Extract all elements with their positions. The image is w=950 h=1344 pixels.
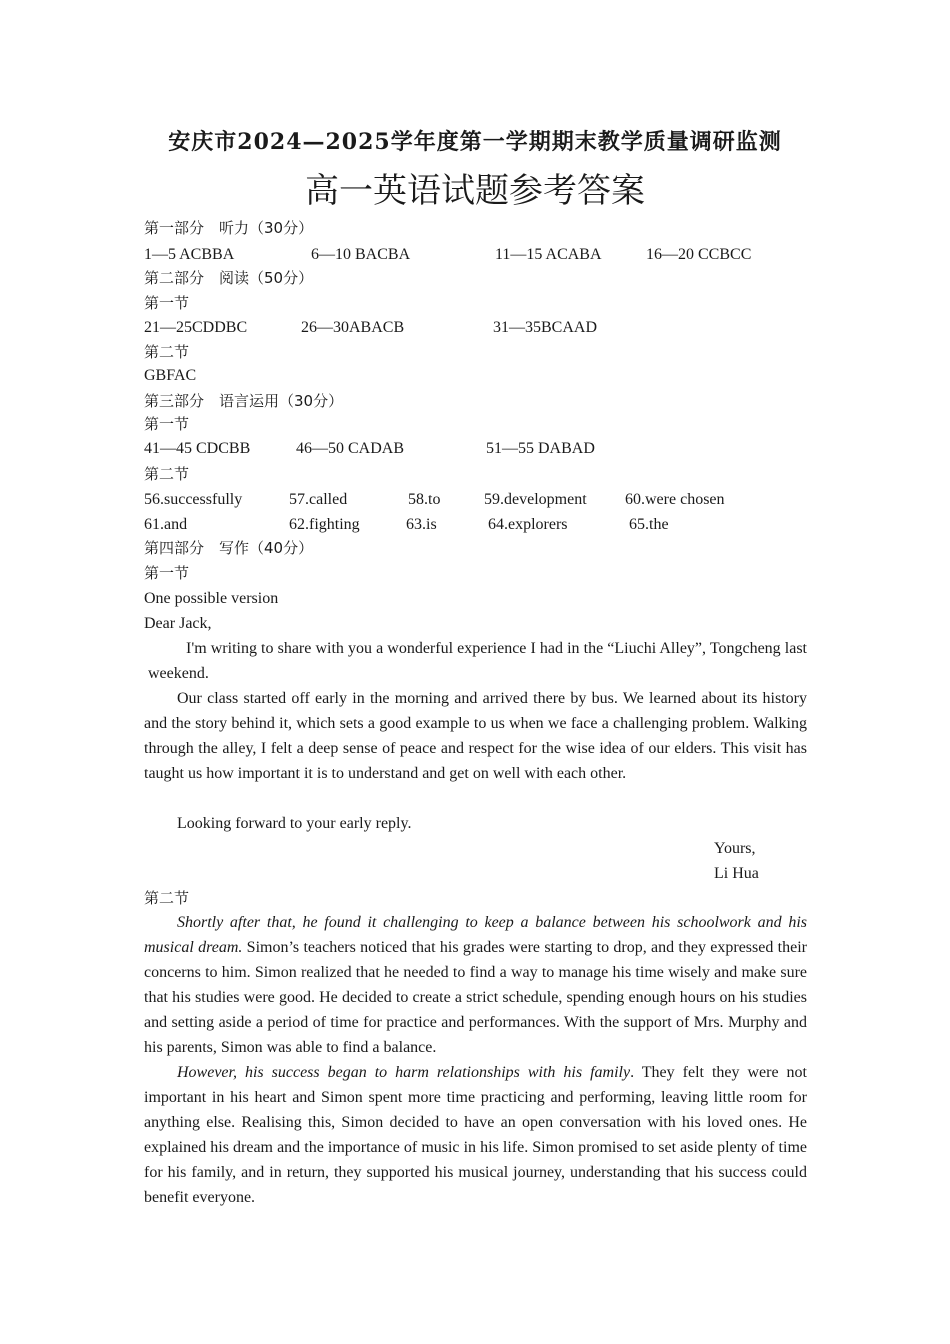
part1-heading: 第一部分 听力（30分） bbox=[144, 219, 314, 237]
blank-answer: 64.explorers bbox=[488, 516, 568, 533]
answer-group: 51—55 DABAD bbox=[486, 440, 595, 457]
part2-section2-label: 第二节 bbox=[144, 343, 190, 361]
letter-paragraph: Our class started off early in the morning and arrived there by bus. We learned about its history and the story behind it, which sets a good example to us when we face a challenging problem. Walking through the alley, I felt a deep sense of peace and respect for the wise idea of our elders. This visit has taught us how important it is to understand and get on well with each other. bbox=[144, 690, 807, 782]
essay-paragraph bbox=[144, 910, 807, 1060]
answer-group: 1—5 ACBBA bbox=[144, 246, 235, 263]
essay-paragraph bbox=[144, 1060, 807, 1210]
part3-heading: 第三部分 语言运用（30分） bbox=[144, 392, 344, 410]
part2-section2-answer: GBFAC bbox=[144, 367, 197, 384]
blank-answer: 60.were chosen bbox=[625, 491, 725, 508]
answer-group: 31—35BCAAD bbox=[493, 319, 598, 336]
letter-salutation: Dear Jack, bbox=[144, 615, 212, 632]
answer-group: 21—25CDDBC bbox=[144, 319, 248, 336]
part2-section1-answers bbox=[144, 318, 844, 338]
part4-section1-label: 第一节 bbox=[144, 564, 190, 582]
part3-section2-row2 bbox=[144, 515, 844, 535]
blank-answer: 62.fighting bbox=[289, 516, 360, 533]
essay-lead-sentence: However, his success began to harm relationships with his family bbox=[177, 1064, 631, 1081]
part3-section2-row1 bbox=[144, 490, 844, 510]
part4-section2-label: 第二节 bbox=[144, 889, 190, 907]
answer-group: 41—45 CDCBB bbox=[144, 440, 251, 457]
blank-answer: 63.is bbox=[406, 516, 437, 533]
blank-answer: 57.called bbox=[289, 491, 348, 508]
answer-group: 46—50 CADAB bbox=[296, 440, 405, 457]
answer-group: 16—20 CCBCC bbox=[646, 246, 752, 263]
answer-group: 11—15 ACABA bbox=[495, 246, 602, 263]
essay-body: Simon’s teachers noticed that his grades were starting to drop, and they expressed their concerns to him. Simon realized that he needed to find a way to manage his time wisely and make sure that his studies were good. He decided to create a strict schedule, spending enough hours on his studies and setting aside a period of time for practice and performances. With the support of Mrs. Murphy and his parents, Simon was able to find a balance. bbox=[144, 939, 807, 1056]
answer-group: 26—30ABACB bbox=[301, 319, 405, 336]
part3-section2-label: 第二节 bbox=[144, 465, 190, 483]
letter-closing: Yours, bbox=[714, 840, 756, 857]
letter-paragraph: I'm writing to share with you a wonderful experience I had in the “Liuchi Alley”, Tongcheng last weekend. bbox=[148, 640, 807, 682]
blank-answer: 65.the bbox=[629, 516, 669, 533]
letter-paragraph: Looking forward to your early reply. bbox=[177, 815, 412, 832]
part3-section1-answers bbox=[144, 439, 844, 459]
version-label: One possible version bbox=[144, 590, 279, 607]
blank-answer: 61.and bbox=[144, 516, 188, 533]
part1-answers bbox=[144, 245, 844, 265]
blank-answer: 59.development bbox=[484, 491, 587, 508]
part2-heading: 第二部分 阅读（50分） bbox=[144, 269, 314, 287]
answer-key-title: 高一英语试题参考答案 bbox=[305, 171, 645, 211]
blank-answer: 58.to bbox=[408, 491, 441, 508]
essay-body: . They felt they were not important in his heart and Simon spent more time practicing and performing, leaving little room for anything else. Realising this, Simon decided to have an open conversation with his loved ones. He explained his dream and the importance of music in his life. Simon promised to set aside plenty of time for his family, and in return, they supported his musical journey, understanding that his success could benefit everyone. bbox=[144, 1064, 808, 1206]
blank-answer: 56.successfully bbox=[144, 491, 243, 508]
exam-title: 安庆市2024—2025学年度第一学期期末教学质量调研监测 bbox=[168, 129, 782, 155]
part4-heading: 第四部分 写作（40分） bbox=[144, 539, 314, 557]
essay-lead-sentence: Shortly after that, he found it challenging to keep a balance between his schoolwork and his musical dream. bbox=[144, 914, 807, 956]
answer-group: 6—10 BACBA bbox=[311, 246, 411, 263]
part3-section1-label: 第一节 bbox=[144, 415, 190, 433]
part2-section1-label: 第一节 bbox=[144, 294, 190, 312]
letter-signature: Li Hua bbox=[714, 865, 759, 882]
